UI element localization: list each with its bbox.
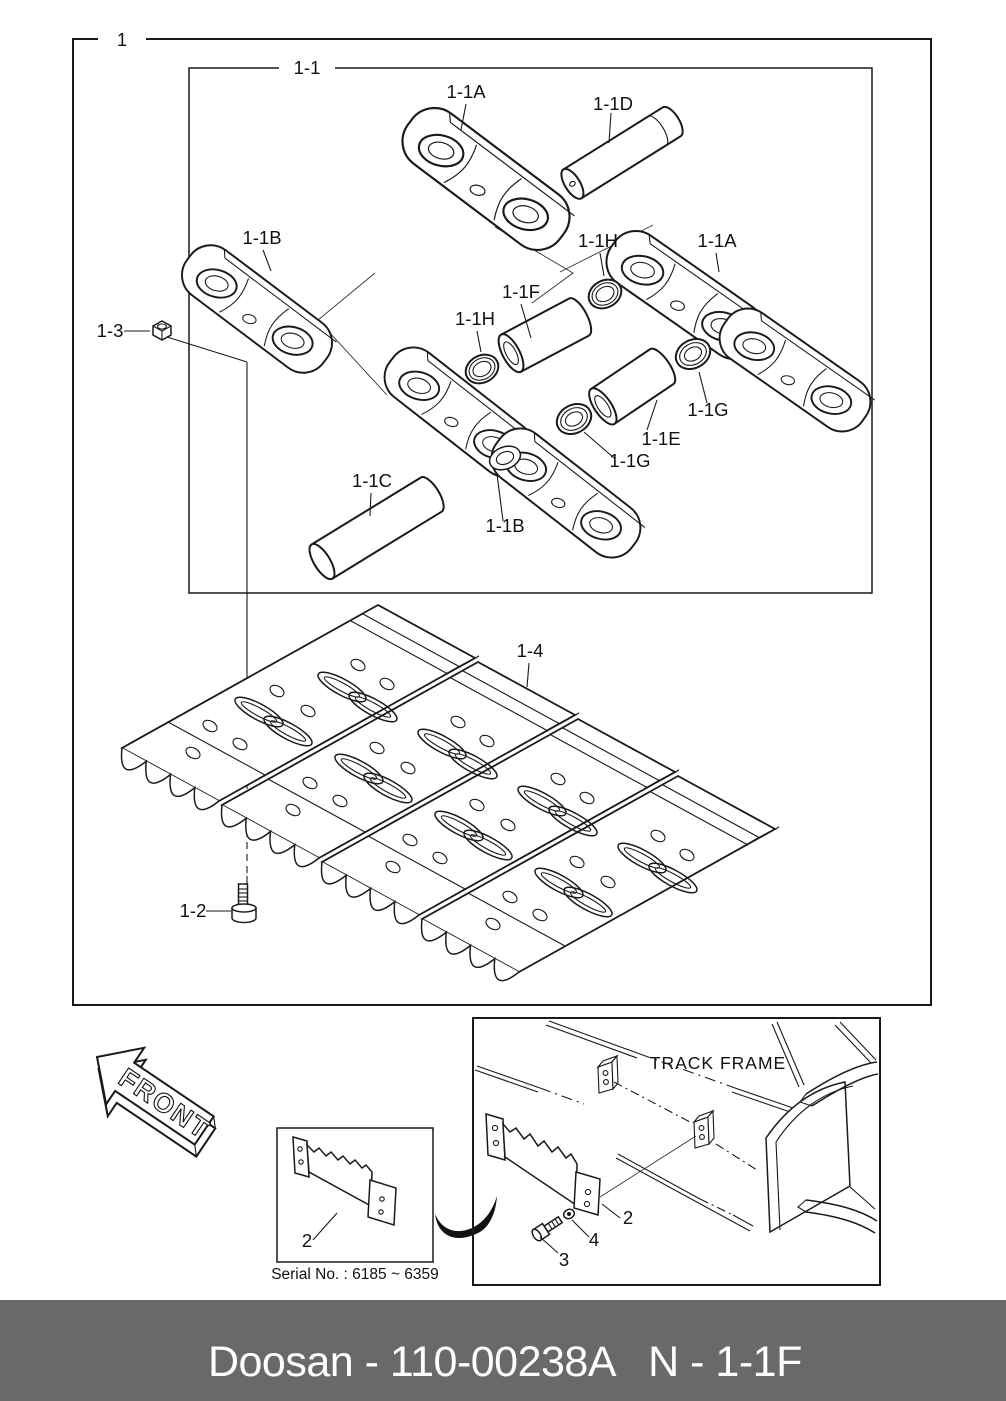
callout-bushing-f: 1-1F xyxy=(501,281,541,302)
callout-link-b-center: 1-1B xyxy=(485,515,525,536)
callout-link-a-top: 1-1A xyxy=(446,81,486,102)
track-frame-washer-label: 4 xyxy=(588,1229,600,1250)
callout-link-a-right: 1-1A xyxy=(697,230,737,251)
footer-banner xyxy=(0,1300,1006,1401)
callout-seal-g-center: 1-1G xyxy=(609,450,651,471)
footer-brand-part: Doosan - 110-00238A xyxy=(207,1338,617,1386)
footer-figure-ref: N - 1-1F xyxy=(648,1338,802,1386)
callout-link-assembly: 1-1 xyxy=(293,57,321,78)
callout-link-b-left: 1-1B xyxy=(242,227,282,248)
callout-nut: 1-3 xyxy=(96,320,124,341)
callout-bolt: 1-2 xyxy=(179,900,207,921)
callout-track-shoe: 1-4 xyxy=(516,640,544,661)
track-frame-title: TRACK FRAME xyxy=(649,1053,787,1073)
track-frame-bracket-label: 2 xyxy=(622,1207,634,1228)
serial-box-bracket-label: 2 xyxy=(301,1230,313,1251)
callout-seal-g-right: 1-1G xyxy=(687,399,729,420)
nut xyxy=(153,321,171,340)
callout-bushing-e: 1-1E xyxy=(641,428,681,449)
track-frame-bolt-label: 3 xyxy=(558,1249,570,1270)
callout-pin-c: 1-1C xyxy=(351,470,393,491)
callout-seal-h-left: 1-1H xyxy=(454,308,496,329)
serial-number-caption: Serial No. : 6185 ~ 6359 xyxy=(271,1266,439,1283)
callout-seal-h-top: 1-1H xyxy=(577,230,619,251)
callout-pin-d: 1-1D xyxy=(592,93,634,114)
callout-assembly: 1 xyxy=(116,29,128,50)
front-arrow-label: FRONT xyxy=(113,1062,216,1145)
